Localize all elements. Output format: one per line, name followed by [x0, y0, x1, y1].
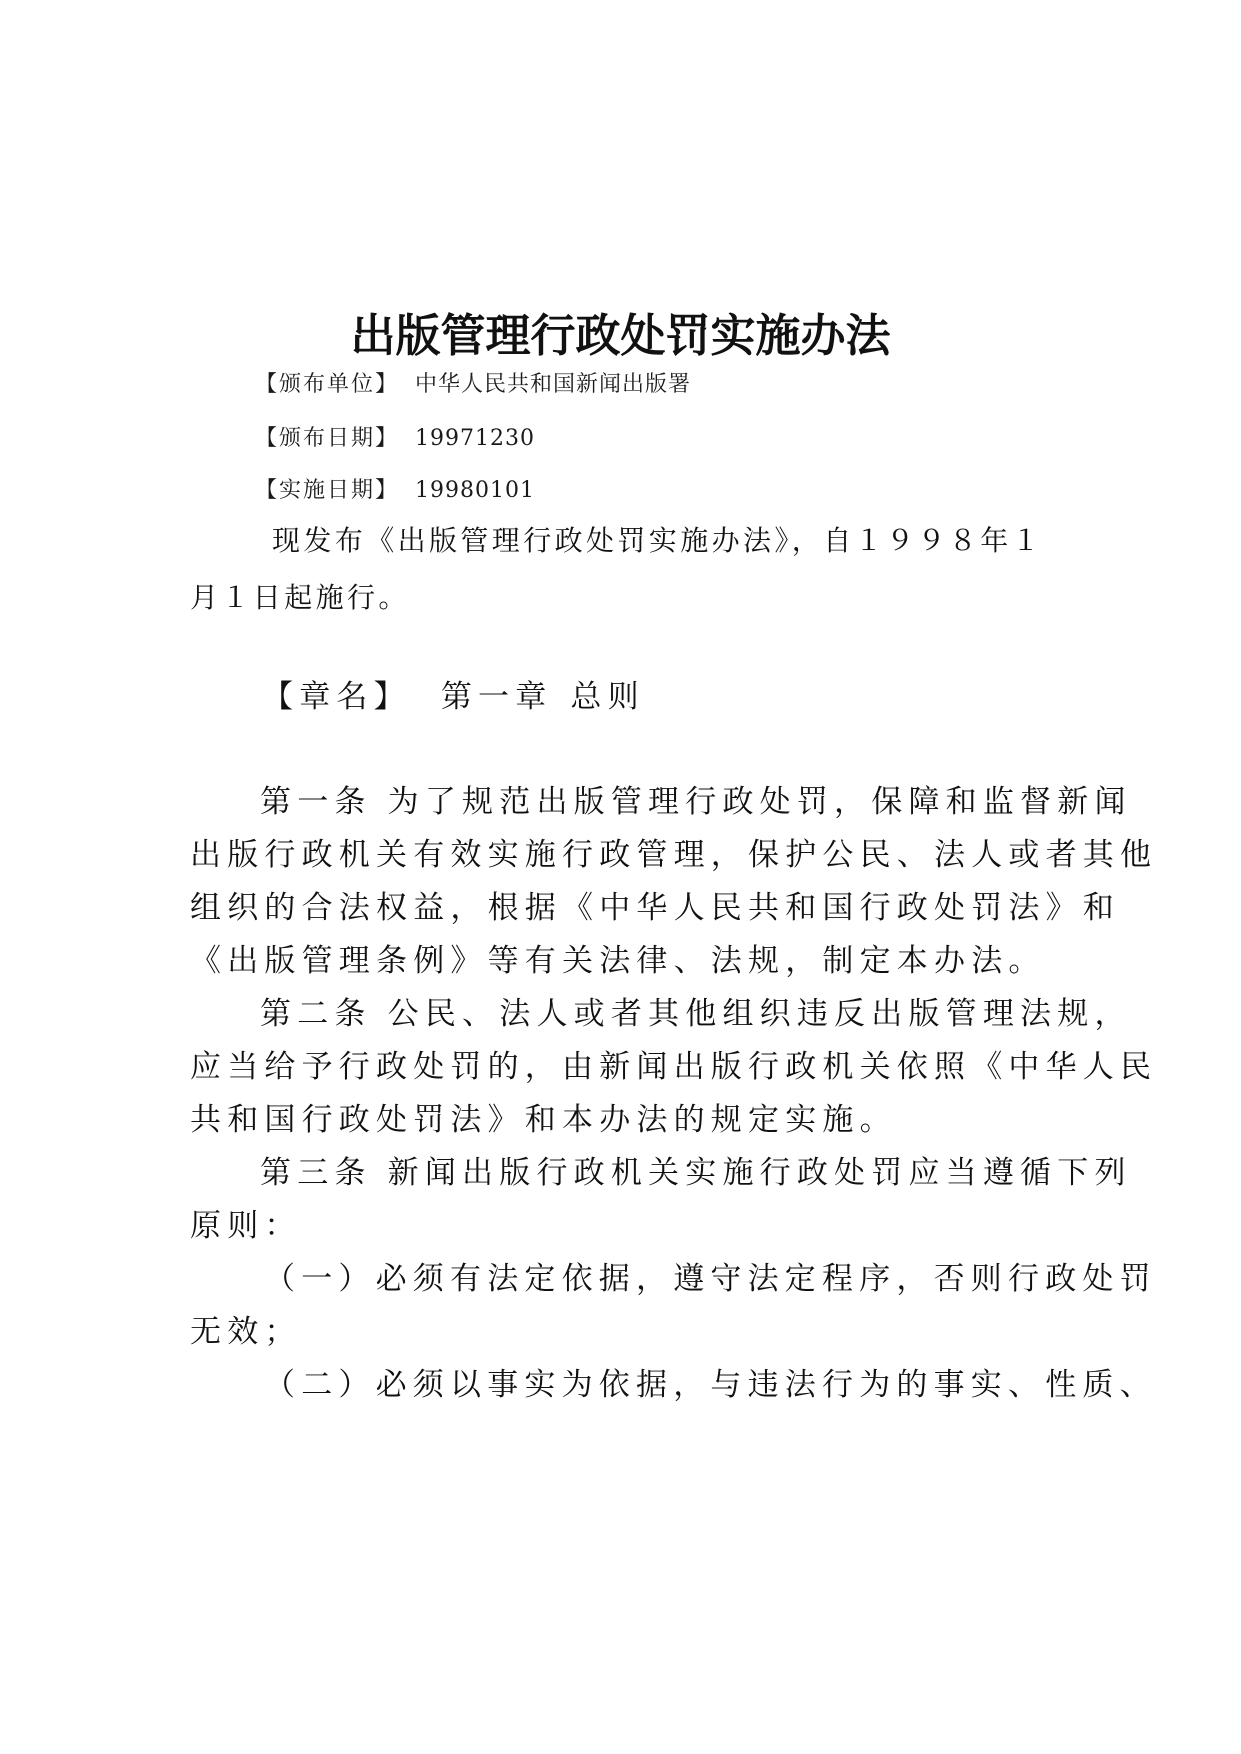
article-line: 第一条 为了规范出版管理行政处罚，保障和监督新闻 — [260, 784, 1132, 820]
issue-date-label: 【颁布日期】 — [255, 426, 400, 451]
article-line: 无效； — [190, 1314, 302, 1350]
issuer-value: 中华人民共和国新闻出版署 — [415, 372, 692, 397]
article-line: 出版行政机关有效实施行政管理，保护公民、法人或者其他 — [190, 837, 1158, 873]
issue-date-value: 19971230 — [415, 426, 535, 451]
issue-date-row — [255, 424, 535, 454]
article-line: 原则： — [190, 1208, 302, 1244]
chapter-number: 第一章 — [440, 679, 553, 715]
article-line: （一）必须有法定依据，遵守法定程序，否则行政处罚 — [264, 1261, 1157, 1297]
article-line: 第二条 公民、法人或者其他组织违反出版管理法规， — [260, 996, 1132, 1032]
chapter-label: 【章名】 — [262, 679, 411, 715]
article-line: （二）必须以事实为依据，与违法行为的事实、性质、 — [264, 1367, 1157, 1403]
issuer-label: 【颁布单位】 — [255, 372, 400, 397]
chapter-heading — [262, 677, 645, 717]
effective-date-value: 19980101 — [415, 478, 535, 503]
article-line: 组织的合法权益，根据《中华人民共和国行政处罚法》和 — [190, 890, 1120, 926]
article-line: 应当给予行政处罚的，由新闻出版行政机关依照《中华人民 — [190, 1049, 1158, 1085]
effective-date-row — [255, 476, 535, 506]
promulgation-line-2: 月１日起施行。 — [190, 581, 410, 614]
article-line: 共和国行政处罚法》和本办法的规定实施。 — [190, 1102, 897, 1138]
issuer-row — [255, 370, 691, 400]
chapter-name: 总则 — [570, 679, 645, 715]
article-line: 《出版管理条例》等有关法律、法规，制定本办法。 — [190, 943, 1046, 979]
article-line: 第三条 新闻出版行政机关实施行政处罚应当遵循下列 — [260, 1155, 1132, 1191]
effective-date-label: 【实施日期】 — [255, 478, 400, 503]
document-title: 出版管理行政处罚实施办法 — [350, 309, 891, 363]
promulgation-line-1: 现发布《出版管理行政处罚实施办法》，自１９９８年１ — [272, 524, 1044, 557]
